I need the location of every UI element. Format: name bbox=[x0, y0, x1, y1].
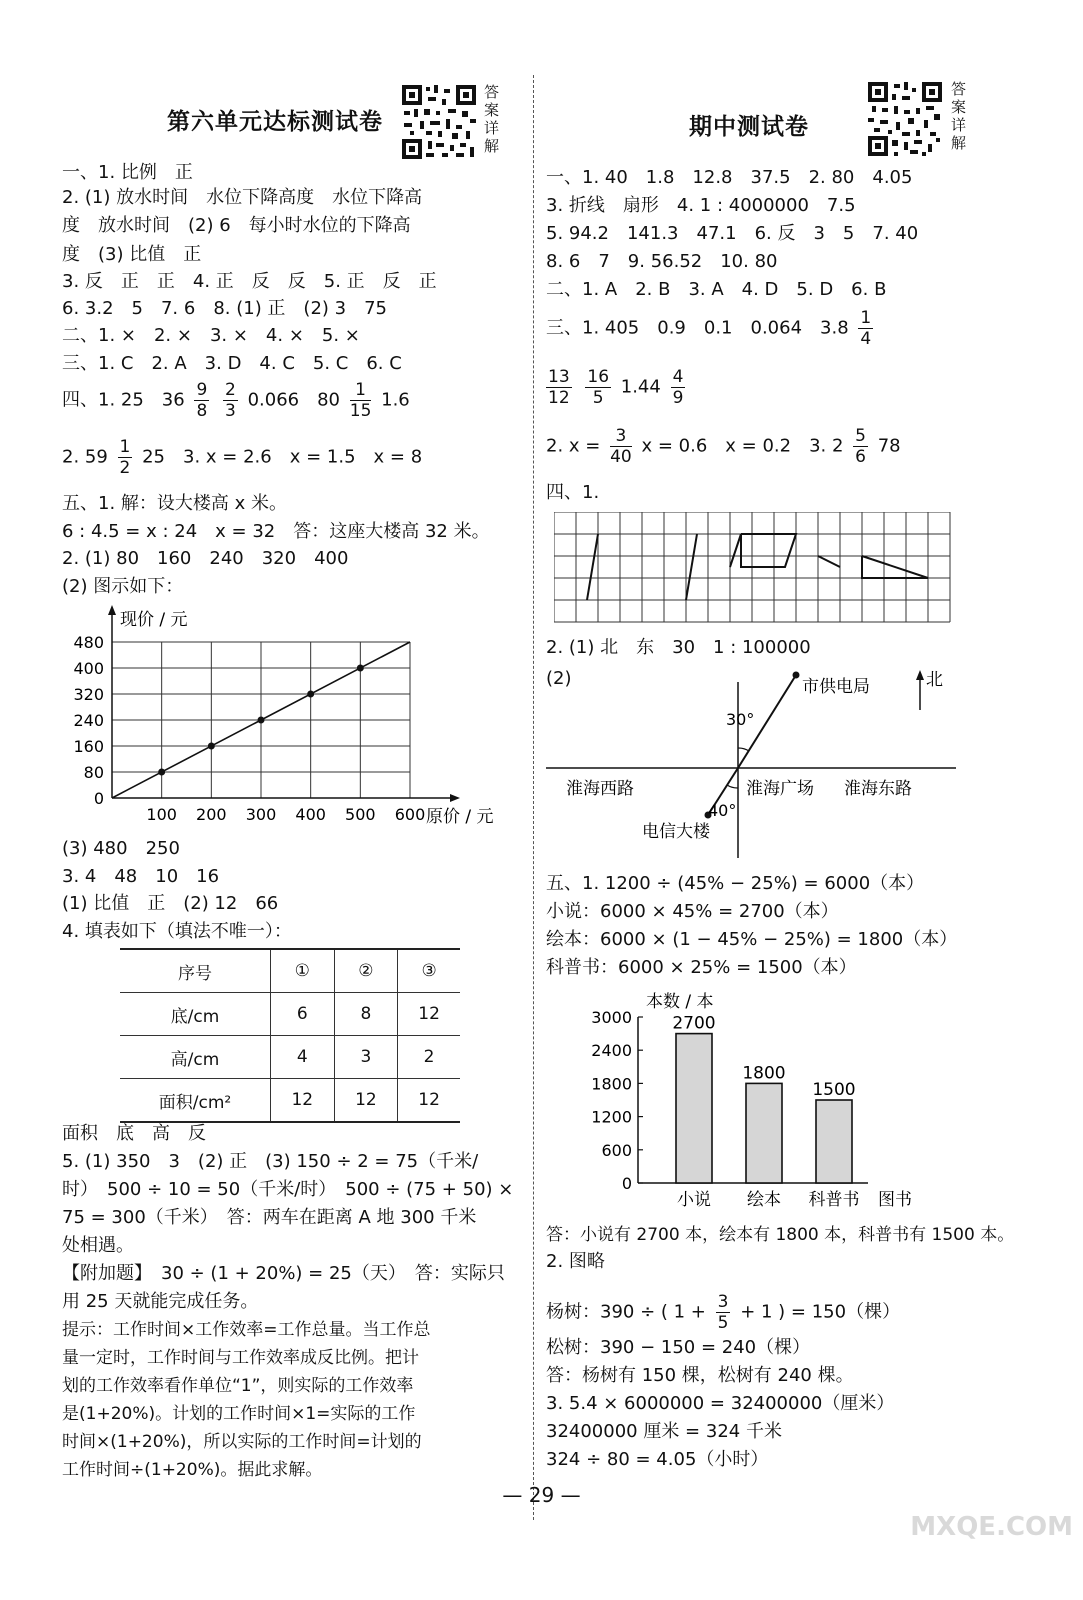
left-sec5-1: 五、1. 解：设大楼高 x 米。 bbox=[62, 493, 287, 514]
left-sec4-1-post: 1.6 bbox=[381, 389, 410, 411]
fraction bbox=[585, 367, 611, 408]
y-tick-label: 1200 bbox=[591, 1107, 632, 1127]
x-tick-label: 200 bbox=[196, 805, 227, 824]
plaza-label: 淮海广场 bbox=[746, 779, 814, 799]
left-sec1-2a: 2. (1) 放水时间 水位下降高度 水位下降高 bbox=[62, 187, 423, 208]
left-sec5-1b: 6 : 4.5 = x : 24 x = 32 答：这座大楼高 32 米。 bbox=[62, 521, 490, 542]
table-row bbox=[120, 1036, 460, 1079]
table-cell: ② bbox=[334, 949, 398, 993]
left-sec1-2b: 度 放水时间 (2) 6 每小时水位的下降高 bbox=[62, 215, 411, 236]
fill-table bbox=[120, 948, 460, 1123]
fraction bbox=[858, 308, 873, 349]
x-axis-arrow-icon bbox=[450, 794, 460, 802]
left-sec4-2 bbox=[62, 437, 422, 478]
left-sec4-1-pre: 四、1. 25 36 bbox=[62, 389, 185, 411]
left-sec5-5b: 时） 500 ÷ 10 = 50（千米/时） 500 ÷ (75 + 50) × bbox=[62, 1179, 514, 1200]
left-sec1-2c: 度 (3) 比值 正 bbox=[62, 244, 202, 265]
left-sec1-1: 一、1. 比例 正 bbox=[62, 162, 193, 183]
y-axis-label: 本数 / 本 bbox=[646, 992, 714, 1012]
east-road-label: 淮海东路 bbox=[844, 779, 912, 799]
right-sec3-1b bbox=[546, 367, 689, 408]
angle-arc-bottom bbox=[727, 785, 738, 788]
right-sec5-3c: 324 ÷ 80 = 4.05（小时） bbox=[546, 1449, 769, 1470]
left-sec5-5d: 处相遇。 bbox=[62, 1235, 134, 1256]
table-cell: ① bbox=[271, 949, 335, 993]
location-map bbox=[546, 670, 976, 860]
table-cell: 12 bbox=[271, 1079, 335, 1123]
y-axis-label: 现价 / 元 bbox=[120, 610, 188, 630]
right-sec1-1: 一、1. 40 1.8 12.8 37.5 2. 80 4.05 bbox=[546, 167, 913, 188]
y-axis-arrow-icon bbox=[108, 605, 116, 615]
left-title: 第六单元达标测试卷 bbox=[167, 108, 383, 135]
qr-label: 答案详解 bbox=[484, 83, 500, 155]
table-cell: 底/cm bbox=[120, 993, 271, 1036]
left-hint-a: 提示：工作时间×工作效率=工作总量。当工作总 bbox=[62, 1320, 431, 1340]
fraction bbox=[350, 380, 372, 421]
y-tick-label: 0 bbox=[621, 1174, 632, 1193]
x-axis-label: 图书 bbox=[878, 1190, 912, 1210]
right-sec3-2-mid: x = 0.6 x = 0.2 3. 2 bbox=[641, 435, 844, 457]
frac-den: 5 bbox=[717, 1313, 729, 1333]
north-arrowhead-icon bbox=[916, 670, 924, 680]
table-cell: 序号 bbox=[120, 949, 271, 993]
bar bbox=[676, 1034, 712, 1183]
frac-den: 8 bbox=[196, 401, 208, 421]
table-cell: 2 bbox=[398, 1036, 460, 1079]
right-sec1-3: 3. 折线 扇形 4. 1 : 4000000 7.5 bbox=[546, 195, 856, 216]
right-sec5-3b: 32400000 厘米 = 324 千米 bbox=[546, 1421, 782, 1442]
table-cell: 高/cm bbox=[120, 1036, 271, 1079]
x-tick-label: 300 bbox=[245, 805, 277, 824]
frac-num: 16 bbox=[587, 367, 610, 387]
right-sec5-2d: 答：杨树有 150 棵，松树有 240 棵。 bbox=[546, 1365, 854, 1386]
frac-den: 3 bbox=[225, 401, 236, 421]
shape-line-3 bbox=[818, 556, 840, 567]
bureau-point bbox=[793, 672, 800, 679]
table-row bbox=[120, 1079, 460, 1123]
left-sec5-5c: 75 = 300（千米） 答：两车在距离 A 地 300 千米 bbox=[62, 1207, 477, 1228]
angle-label-top: 30° bbox=[726, 710, 755, 729]
column-divider bbox=[533, 75, 534, 1520]
grid-drawing bbox=[554, 512, 964, 624]
y-tick-label: 600 bbox=[601, 1140, 632, 1160]
book-bar-chart bbox=[546, 985, 976, 1215]
fraction bbox=[671, 367, 686, 408]
left-extra-a: 【附加题】 30 ÷ (1 + 20%) = 25（天） 答：实际只 bbox=[62, 1263, 505, 1284]
left-sec5-3b: (1) 比值 正 (2) 12 66 bbox=[62, 893, 279, 914]
fraction bbox=[223, 380, 238, 421]
right-sec3-2 bbox=[546, 426, 901, 467]
data-point bbox=[357, 665, 364, 672]
frac-den: 2 bbox=[119, 458, 131, 478]
right-sec3-1 bbox=[546, 308, 877, 349]
right-sec3-2-pre: 2. x = bbox=[546, 435, 601, 457]
data-point bbox=[158, 769, 165, 776]
x-category-label: 科普书 bbox=[808, 1190, 860, 1210]
frac-den: 40 bbox=[610, 447, 632, 467]
right-sec5-1d: 科普书：6000 × 25% = 1500（本） bbox=[546, 957, 857, 978]
frac-num: 4 bbox=[672, 367, 684, 387]
right-sec1-8: 8. 6 7 9. 56.52 10. 80 bbox=[546, 251, 778, 272]
left-sec5-2b: (2) 图示如下： bbox=[62, 576, 184, 597]
table-cell: 4 bbox=[271, 1036, 335, 1079]
frac-den: 4 bbox=[860, 329, 872, 349]
y-tick-label: 160 bbox=[73, 737, 104, 756]
right-sec5-2: 2. 图略 bbox=[546, 1251, 605, 1272]
frac-num: 3 bbox=[717, 1292, 729, 1312]
right-sec5-1: 五、1. 1200 ÷ (45% − 25%) = 6000（本） bbox=[546, 873, 925, 894]
x-tick-label: 100 bbox=[146, 805, 177, 824]
fraction bbox=[118, 437, 133, 478]
left-extra-b: 用 25 天就能完成任务。 bbox=[62, 1291, 259, 1312]
right-sec3-mid: 1.44 bbox=[620, 376, 661, 398]
x-tick-label: 500 bbox=[345, 805, 376, 824]
table-cell: 6 bbox=[271, 993, 335, 1036]
frac-den: 15 bbox=[349, 401, 372, 421]
fraction bbox=[546, 367, 572, 408]
angle-label-bottom: 40° bbox=[708, 801, 737, 820]
y-tick-label: 400 bbox=[73, 659, 104, 678]
shape-triangle bbox=[862, 556, 928, 578]
right-sec3-2-post: 78 bbox=[877, 435, 901, 457]
y-tick-label: 80 bbox=[83, 763, 104, 782]
right-title: 期中测试卷 bbox=[689, 113, 809, 140]
telecom-label: 电信大楼 bbox=[642, 822, 710, 842]
shape-parallelogram bbox=[730, 534, 796, 567]
bar-value-label: 1800 bbox=[742, 1063, 786, 1084]
x-category-label: 绘本 bbox=[747, 1190, 781, 1210]
left-sec1-3: 3. 反 正 正 4. 正 反 反 5. 正 反 正 bbox=[62, 271, 437, 292]
frac-num: 3 bbox=[610, 426, 632, 447]
frac-num: 9 bbox=[196, 380, 208, 400]
left-sec3: 三、1. C 2. A 3. D 4. C 5. C 6. C bbox=[62, 353, 402, 374]
left-sec5-4: 4. 填表如下（填法不唯一）： bbox=[62, 921, 292, 942]
left-hint-b: 量一定时，工作时间与工作效率成反比例。把计 bbox=[62, 1348, 419, 1368]
right-sec4-2b: (2) bbox=[546, 668, 572, 689]
left-sec4-1 bbox=[62, 380, 410, 421]
frac-num: 5 bbox=[855, 426, 866, 446]
right-sec2: 二、1. A 2. B 3. A 4. D 5. D 6. B bbox=[546, 279, 887, 300]
table-cell: 3 bbox=[334, 1036, 398, 1079]
shape-line-1 bbox=[587, 534, 598, 600]
frac-num: 13 bbox=[548, 367, 570, 387]
right-sec5-1c: 绘本：6000 × (1 − 45% − 25%) = 1800（本） bbox=[546, 929, 958, 950]
left-hint-f: 工作时间÷(1+20%)。据此求解。 bbox=[62, 1460, 323, 1480]
grid-shapes bbox=[587, 534, 928, 600]
west-road-label: 淮海西路 bbox=[566, 779, 634, 799]
bar-value-label: 1500 bbox=[812, 1080, 856, 1100]
right-sec4-1: 四、1. bbox=[546, 482, 600, 503]
left-sec4-2-pre: 2. 59 bbox=[62, 446, 108, 468]
y-tick-label: 3000 bbox=[591, 1008, 632, 1027]
left-sec5-2: 2. (1) 80 160 240 320 400 bbox=[62, 548, 349, 569]
fraction bbox=[716, 1292, 731, 1333]
x-tick-label: 400 bbox=[295, 805, 326, 824]
left-hint-c: 划的工作效率看作单位“1”，则实际的工作效率 bbox=[62, 1376, 414, 1396]
angle-arc-top bbox=[738, 748, 749, 751]
x-tick-label: 600 bbox=[394, 805, 426, 824]
left-hint-e: 时间×(1+20%)，所以实际的工作时间=计划的 bbox=[62, 1432, 422, 1452]
right-sec1-5: 5. 94.2 141.3 47.1 6. 反 3 5 7. 40 bbox=[546, 223, 919, 244]
shape-line-2 bbox=[686, 534, 697, 600]
left-sec5-2c: (3) 480 250 bbox=[62, 838, 180, 859]
right-sec5-2c: 松树：390 − 150 = 240（棵） bbox=[546, 1337, 811, 1358]
data-point bbox=[208, 743, 215, 750]
page-number: — 29 — bbox=[502, 1483, 581, 1507]
frac-num: 1 bbox=[119, 437, 131, 457]
frac-num: 1 bbox=[350, 380, 372, 401]
y-tick-label: 320 bbox=[73, 685, 104, 704]
table-cell: 12 bbox=[398, 1079, 460, 1123]
left-hint-d: 是(1+20%)。计划的工作时间×1=实际的工作 bbox=[62, 1404, 416, 1424]
left-after-table: 面积 底 高 反 bbox=[62, 1123, 206, 1144]
right-sec5-2b-pre: 杨树：390 ÷ ( 1 + bbox=[546, 1301, 706, 1323]
frac-den: 5 bbox=[592, 388, 604, 408]
data-point bbox=[307, 691, 314, 698]
table-cell: 12 bbox=[334, 1079, 398, 1123]
price-line-chart bbox=[62, 603, 522, 828]
y-tick-label: 0 bbox=[93, 789, 104, 808]
table-cell: 面积/cm² bbox=[120, 1079, 271, 1123]
frac-den: 6 bbox=[855, 447, 866, 467]
qr-code-icon[interactable] bbox=[866, 80, 944, 158]
table-header-row bbox=[120, 949, 460, 993]
table-cell: ③ bbox=[398, 949, 460, 993]
left-sec4-2-post: 25 3. x = 2.6 x = 1.5 x = 8 bbox=[142, 446, 423, 468]
y-tick-label: 240 bbox=[73, 711, 104, 730]
table-cell: 8 bbox=[334, 993, 398, 1036]
right-sec5-2b-post: + 1 ) = 150（棵） bbox=[740, 1301, 901, 1323]
frac-num: 2 bbox=[225, 380, 236, 400]
frac-num: 1 bbox=[860, 308, 872, 328]
north-label: 北 bbox=[926, 670, 943, 690]
fraction bbox=[853, 426, 868, 467]
table-row bbox=[120, 993, 460, 1036]
y-tick-label: 1800 bbox=[591, 1074, 632, 1094]
qr-code-icon[interactable] bbox=[400, 83, 478, 161]
frac-den: 12 bbox=[548, 388, 570, 408]
right-sec4-2: 2. (1) 北 东 30 1 : 100000 bbox=[546, 637, 811, 658]
watermark: MXQE.COM bbox=[910, 1512, 1073, 1542]
right-answer1: 答：小说有 2700 本，绘本有 1800 本，科普书有 1500 本。 bbox=[546, 1225, 1015, 1245]
qr-label: 答案详解 bbox=[951, 80, 967, 152]
left-sec2: 二、1. × 2. × 3. × 4. × 5. × bbox=[62, 325, 360, 346]
left-sec5-5a: 5. (1) 350 3 (2) 正 (3) 150 ÷ 2 = 75（千米/ bbox=[62, 1151, 479, 1172]
bar bbox=[746, 1083, 782, 1183]
right-sec5-2b bbox=[546, 1292, 900, 1333]
data-point bbox=[258, 717, 265, 724]
y-tick-label: 2400 bbox=[591, 1041, 632, 1061]
bureau-label: 市供电局 bbox=[802, 677, 870, 697]
frac-den: 9 bbox=[672, 388, 684, 408]
bar-value-label: 2700 bbox=[672, 1013, 716, 1034]
left-sec1-6: 6. 3.2 5 7. 6 8. (1) 正 (2) 3 75 bbox=[62, 298, 388, 319]
fraction bbox=[194, 380, 209, 421]
bar bbox=[816, 1100, 852, 1183]
table-cell: 12 bbox=[398, 993, 460, 1036]
x-axis-label: 原价 / 元 bbox=[426, 807, 494, 827]
y-tick-label: 480 bbox=[73, 633, 104, 652]
right-sec3-1-pre: 三、1. 405 0.9 0.1 0.064 3.8 bbox=[546, 317, 849, 339]
right-sec5-3: 3. 5.4 × 6000000 = 32400000（厘米） bbox=[546, 1393, 895, 1414]
left-sec5-3: 3. 4 48 10 16 bbox=[62, 866, 220, 887]
x-category-label: 小说 bbox=[677, 1190, 711, 1210]
fraction bbox=[610, 426, 632, 467]
right-sec5-1b: 小说：6000 × 45% = 2700（本） bbox=[546, 901, 839, 922]
left-sec4-1-mid: 0.066 80 bbox=[247, 389, 341, 411]
